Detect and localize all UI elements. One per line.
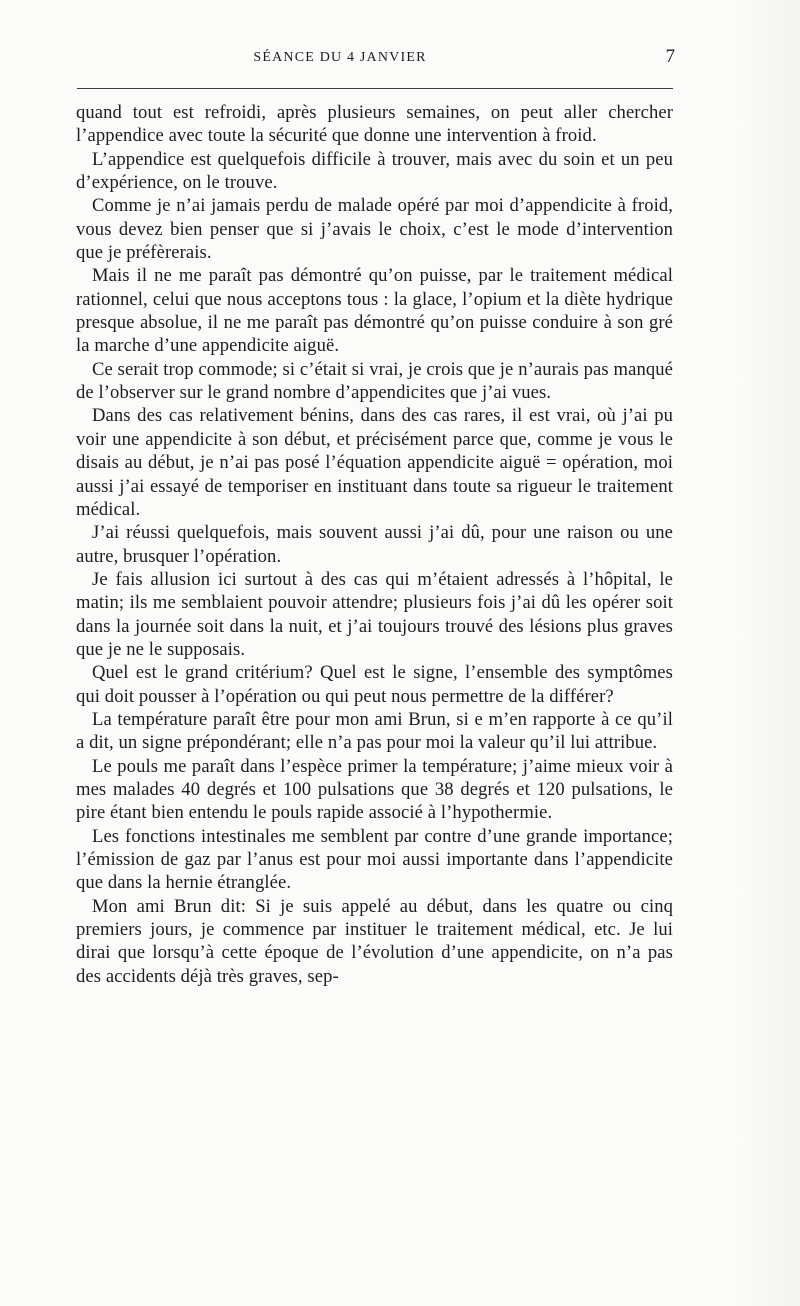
paragraph: Je fais allusion ici surtout à des cas qui m’étaient adressés à l’hôpital, le matin; ils me semblaient pouvoir attendre; plusieurs fois j’ai dû les opérer soit dans la journée soit dans la nuit, et j’ai toujours trouvé des lésions plus graves que je ne le supposais. bbox=[76, 568, 673, 660]
paragraph: Quel est le grand critérium? Quel est le signe, l’ensemble des symptômes qui doit pousser à l’opération ou qui peut nous permettre de la différer? bbox=[76, 662, 673, 707]
page-edge-shading bbox=[740, 0, 800, 1306]
page-number: 7 bbox=[665, 46, 675, 67]
paragraph: Mon ami Brun dit: Si je suis appelé au début, dans les quatre ou cinq premiers jours, je commence par instituer le traitement médical, etc. Je lui dirai que lorsqu’à cette époque de l’évolution d’une appendicite, on n’a pas des accidents déjà très graves, sep- bbox=[76, 895, 673, 987]
paragraph: Mais il ne me paraît pas démontré qu’on puisse, par le traitement médical rationnel, celui que nous acceptons tous : la glace, l’opium et la diète hydrique presque absolue, il ne me paraît pas démontré qu’on puisse conduire à son gré la marche d’une appendicite aiguë. bbox=[76, 265, 673, 357]
header-rule bbox=[77, 88, 673, 89]
paragraph: Les fonctions intestinales me semblent par contre d’une grande importance; l’émission de gaz par l’anus est pour moi aussi importante dans l’appendicite que dans la hernie étranglée. bbox=[76, 825, 673, 894]
paragraph: Le pouls me paraît dans l’espèce primer la température; j’aime mieux voir à mes malades 40 degrés et 100 pulsations que 38 degrés et 120 pulsations, le pire étant bien entendu le pouls rapide associé à l’hypothermie. bbox=[76, 755, 673, 824]
paragraph: Ce serait trop commode; si c’était si vrai, je crois que je n’aurais pas manqué de l’observer sur le grand nombre d’appendicites que j’ai vues. bbox=[76, 358, 673, 404]
paragraph: La température paraît être pour mon ami Brun, si e m’en rapporte à ce qu’il a dit, un signe prépondérant; elle n’a pas pour moi la valeur qu’il lui attribue. bbox=[76, 708, 673, 754]
paragraph: Comme je n’ai jamais perdu de malade opéré par moi d’appendicite à froid, vous devez bien penser que si j’avais le choix, c’est le mode d’intervention que je préfèrerais. bbox=[76, 195, 673, 264]
page-header bbox=[75, 46, 675, 72]
paragraph: L’appendice est quelquefois difficile à trouver, mais avec du soin et un peu d’expérience, on le trouve. bbox=[76, 148, 673, 194]
paragraph: J’ai réussi quelquefois, mais souvent aussi j’ai dû, pour une raison ou une autre, brusquer l’opération. bbox=[76, 522, 673, 567]
body-text bbox=[76, 101, 673, 988]
paragraph: quand tout est refroidi, après plusieurs semaines, on peut aller chercher l’appendice avec toute la sécurité que donne une intervention à froid. bbox=[76, 102, 673, 147]
paragraph: Dans des cas relativement bénins, dans des cas rares, il est vrai, où j’ai pu voir une appendicite à son début, et précisément parce que, comme je vous le disais au début, je n’ai pas posé l’équation appendicite aiguë = opération, moi aussi j’ai essayé de temporiser en instituant dans toute sa rigueur le traitement médical. bbox=[76, 405, 673, 520]
running-title: SÉANCE DU 4 JANVIER bbox=[253, 50, 427, 65]
